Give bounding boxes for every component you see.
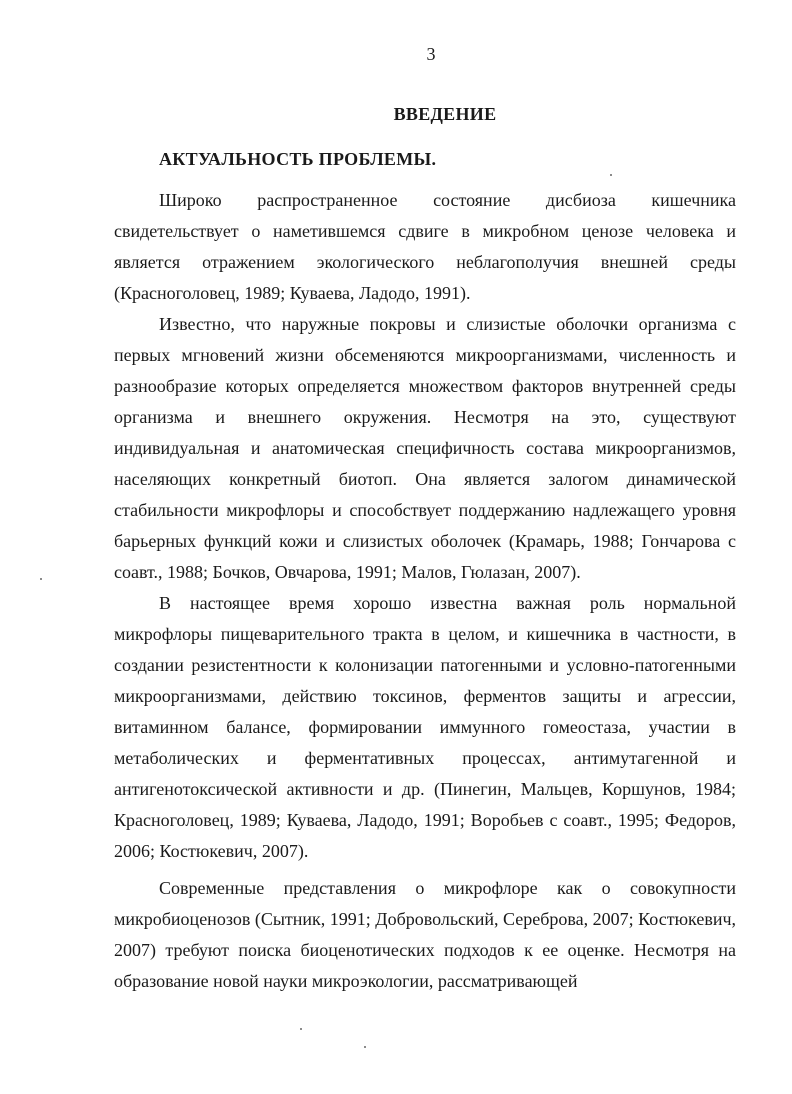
page-title: ВВЕДЕНИЕ <box>393 104 497 124</box>
scan-speck <box>364 1046 366 1048</box>
scan-speck <box>40 578 42 580</box>
scan-speck <box>300 1028 302 1030</box>
paragraph-2: Известно, что наружные покровы и слизистые оболочки организма с первых мгновений жизни обсеменяются микроорганизмами, численность и разнообразие которых определяется множеством факторов внутренней среды организма и внешнего окружения. Несмотря на это, существуют индивидуальная и анатомическая специфичность состава микроорганизмов, населяющих конкретный биотоп. Она является залогом динамической стабильности микрофлоры и способствует поддержанию надлежащего уровня барьерных функций кожи и слизистых оболочек (Крамарь, 1988; Гончарова с соавт., 1988; Бочков, Овчарова, 1991; Малов, Гюлазан, 2007). <box>114 314 736 582</box>
paragraph-1: Широко распространенное состояние дисбиоза кишечника свидетельствует о наметившемся сдвиге в микробном ценозе человека и является отражением экологического неблагополучия внешней среды (Красноголовец, 1989; Куваева, Ладодо, 1991). <box>114 190 736 303</box>
body-text <box>114 185 736 997</box>
paragraph-3: В настоящее время хорошо известна важная роль нормальной микрофлоры пищеварительного тракта в целом, и кишечника в частности, в создании резистентности к колонизации патогенными и условно-патогенными микроорганизмами, действию токсинов, ферментов защиты и агрессии, витаминном балансе, формировании иммунного гомеостаза, участии в метаболических и ферментативных процессах, антимутагенной и антигенотоксической активности и др. (Пинегин, Мальцев, Коршунов, 1984; Красноголовец, 1989; Куваева, Ладодо, 1991; Воробьев с соавт., 1995; Федоров, 2006; Костюкевич, 2007). <box>114 593 736 861</box>
section-title: АКТУАЛЬНОСТЬ ПРОБЛЕМЫ. <box>159 149 437 169</box>
scan-speck <box>610 174 612 176</box>
page-number: 3 <box>426 44 436 64</box>
paragraph-4: Современные представления о микрофлоре как о совокупности микробиоценозов (Сытник, 1991; Добровольский, Сереброва, 2007; Костюкевич, 2007) требуют поиска биоценотических подходов к ее оценке. Несмотря на образование новой науки микроэкологии, рассматривающей <box>114 878 737 991</box>
